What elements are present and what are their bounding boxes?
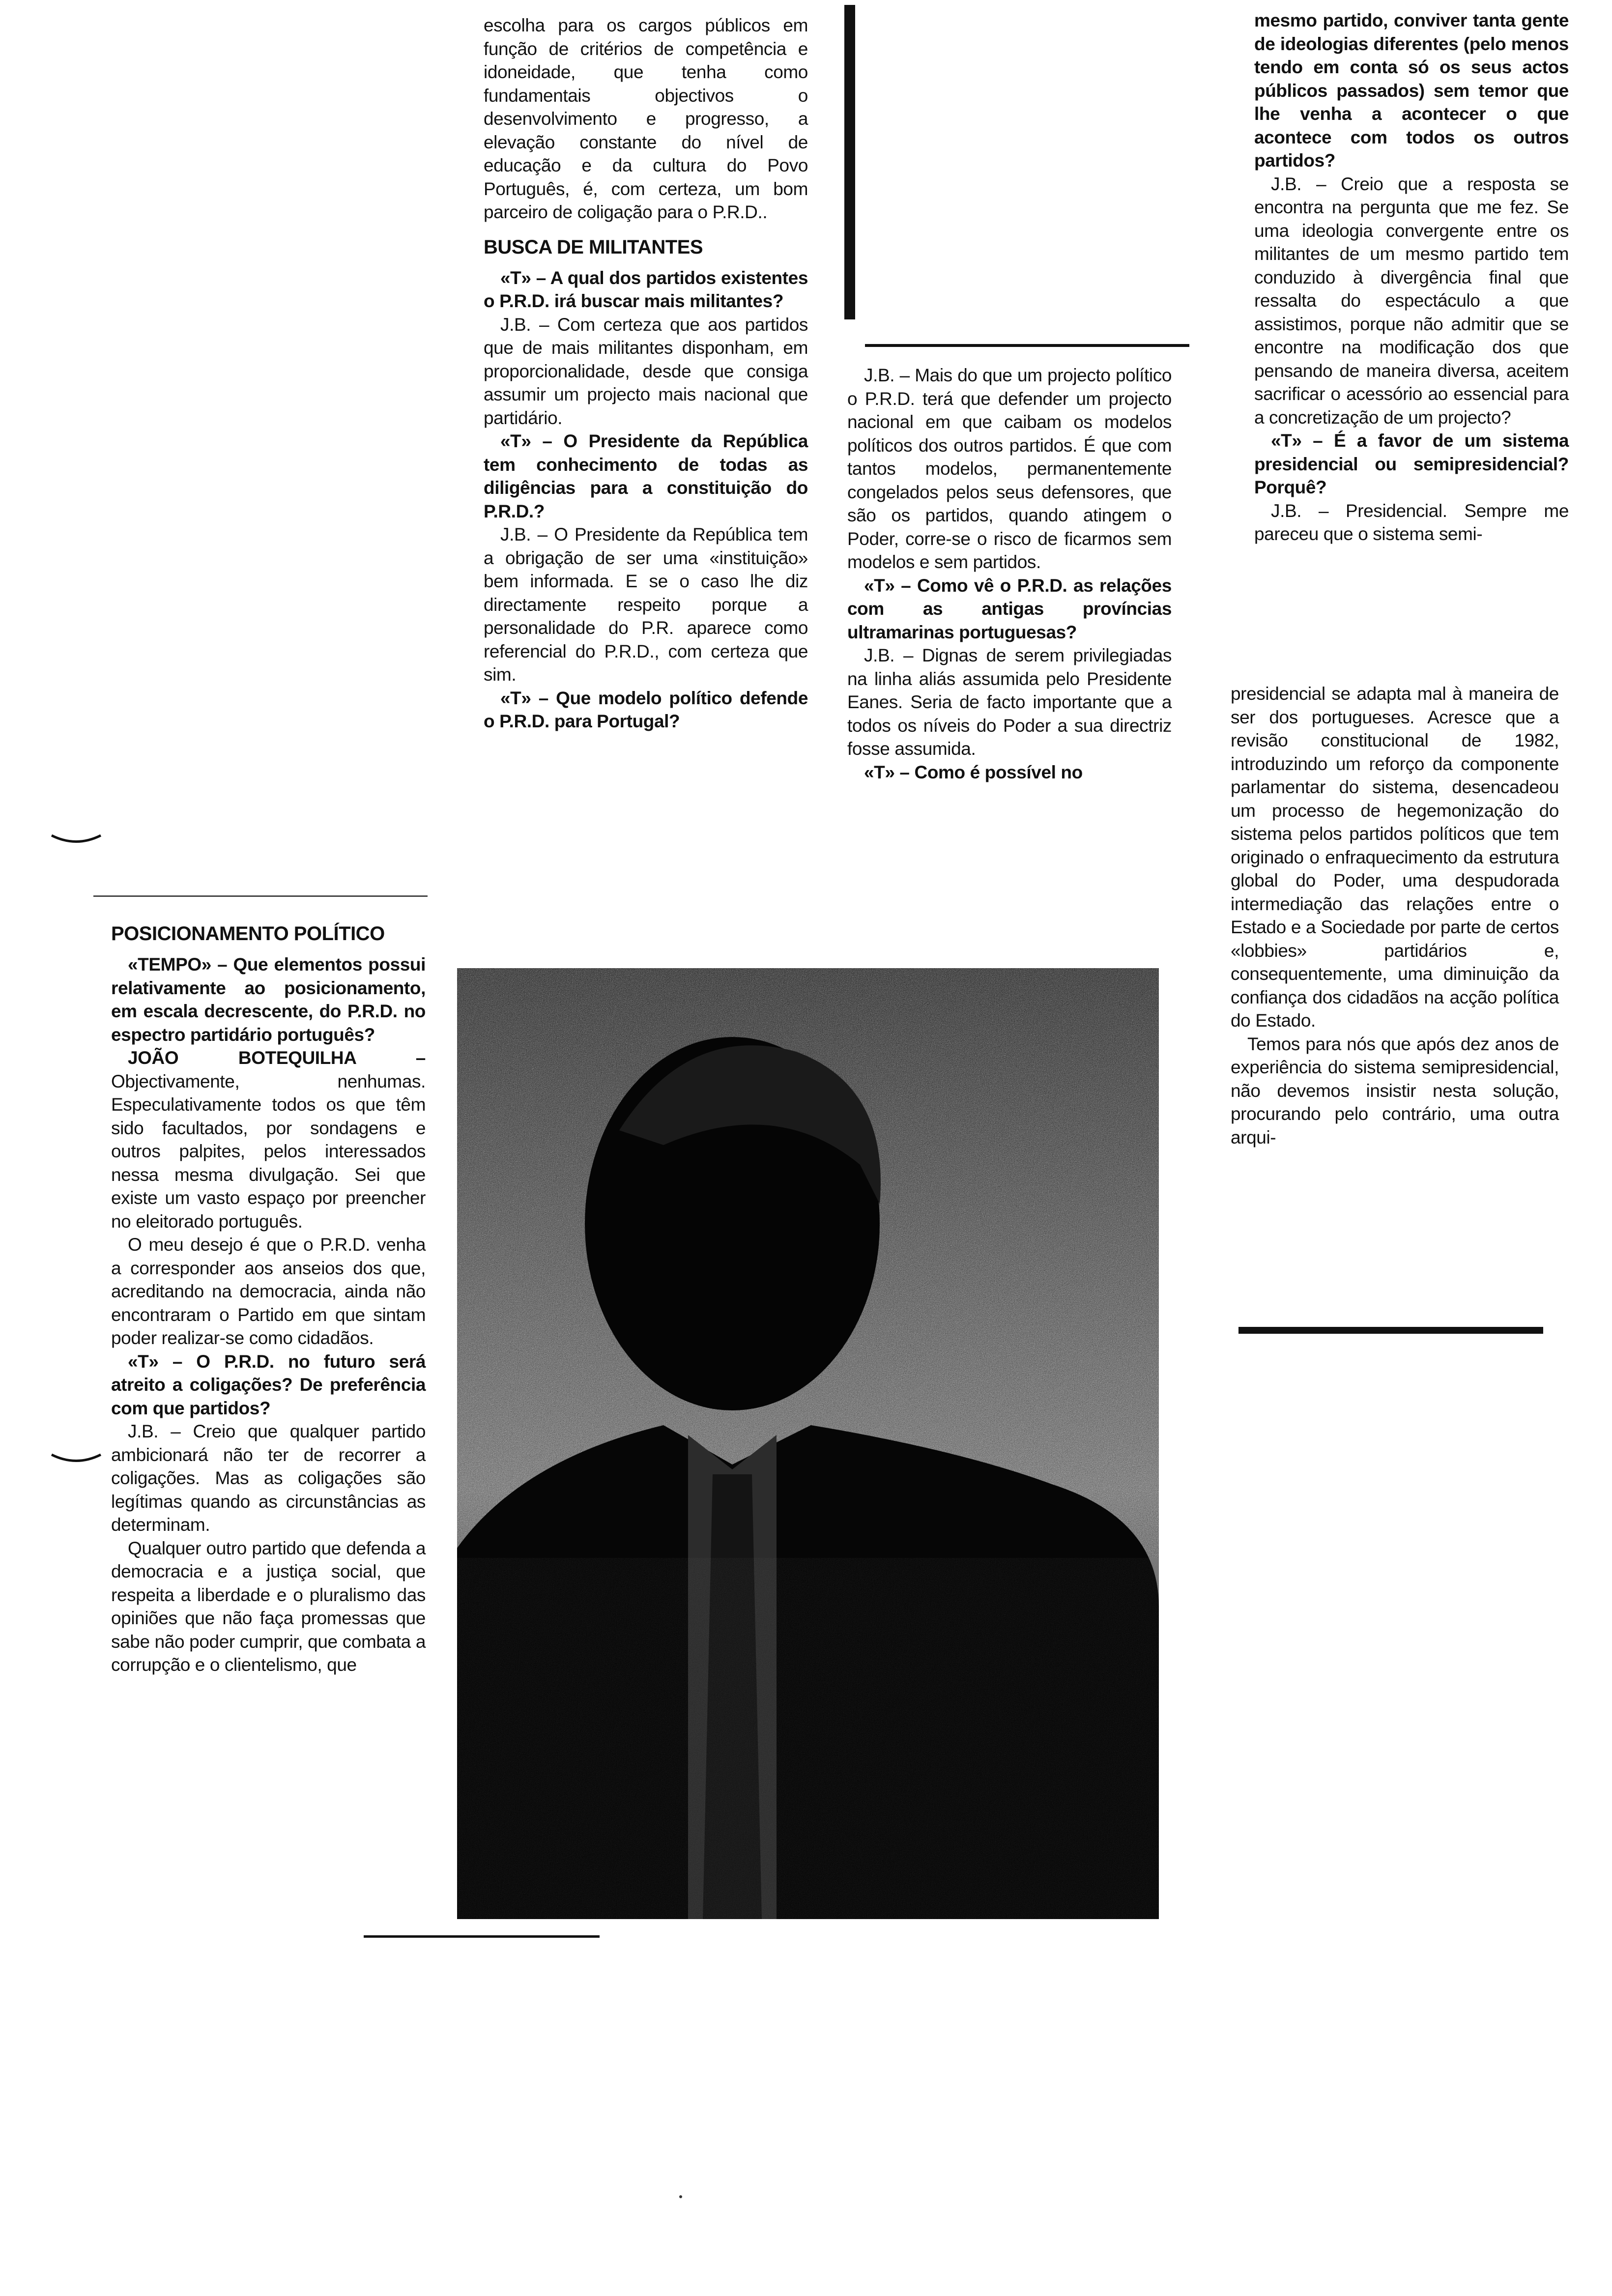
answer-8-continued: presidencial se adapta mal à maneira de ser dos portugueses. Acresce que a revisão constitucional de 1982, introduzindo um reforço da componente parlamentar do sistema, desencadeou um processo de hegemonização do sistema pelos partidos políticos que tem originado o enfraquecimento da estrutura global do Poder, uma despudorada intermediação das relações entre o Estado e a Sociedade por parte de certos «lobbies» partidários e, consequentemente, uma diminuição da confiança dos cidadãos na acção política do Estado.	[1231, 684, 1559, 1031]
question-8: «T» – É a favor de um sistema presidencial ou semipresidencial? Porquê?	[1254, 430, 1569, 497]
question-6: «T» – Como vê o P.R.D. as relações com as antigas províncias ultramarinas portuguesas?	[847, 575, 1172, 642]
question-5: «T» – Que modelo político defende o P.R.D. para Portugal?	[484, 688, 808, 731]
scan-mark-icon	[49, 1450, 103, 1469]
article-column-2	[484, 14, 808, 733]
answer-3: J.B. – Com certeza que aos partidos que de mais militantes disponham, em proporcionalidade, desde que consiga assumir um projecto mais nacional que partidário.	[484, 314, 808, 428]
article-column-4	[1254, 9, 1569, 546]
section-heading-busca: BUSCA DE MILITANTES	[484, 236, 703, 258]
answer-2: J.B. – Creio que qualquer partido ambicionará não ter de recorrer a coligações. Mas as coligações são legítimas quando as circunstâncias as determinam.	[111, 1421, 426, 1535]
scan-dot-icon	[676, 2192, 686, 2202]
question-1: «TEMPO» – Que elementos possui relativamente ao posicionamento, em escala decrescente, do P.R.D. no espectro partidário português?	[111, 954, 426, 1045]
answer-8: J.B. – Presidencial. Sempre me pareceu que o sistema semi-	[1254, 500, 1569, 544]
answer-1	[111, 1046, 426, 1233]
answer-1-text: Objectivamente, nenhumas. Especulativamente todos os que têm sido facultados, por sondagens e outros palpites, pelos interessados nessa mesma divulgação. Sei que existe um vasto espaço por preencher no eleitorado português.	[111, 1071, 426, 1232]
bottom-rule	[1238, 1327, 1543, 1334]
answer-2-paragraph-2: Qualquer outro partido que defenda a democracia e a justiça social, que respeita a liberdade e o pluralismo das opiniões que não faça promessas que sabe não poder cumprir, que combata a corrupção e o clientelismo, que	[111, 1538, 426, 1675]
column-rule	[93, 895, 428, 897]
answer-4: J.B. – O Presidente da República tem a obrigação de ser uma «instituição» bem informada. E se o caso lhe diz directamente respeito porque a personalidade do P.R. aparece como referencial do P.R.D., com certeza que sim.	[484, 524, 808, 685]
portrait-photo	[457, 968, 1159, 1919]
question-3: «T» – A qual dos partidos existentes o P.R.D. irá buscar mais militantes?	[484, 267, 808, 311]
answer-1-paragraph-2: O meu desejo é que o P.R.D. venha a corresponder aos anseios dos que, acreditando na democracia, ainda não encontraram o Partido em que sintam poder realizar-se como cidadãos.	[111, 1234, 426, 1348]
question-7-continued: mesmo partido, conviver tanta gente de ideologias diferentes (pelo menos tendo em conta só os seus actos públicos passados) sem temor que lhe venha a acontecer o que acontece com todos os outros partidos?	[1254, 10, 1569, 171]
column-rule	[865, 344, 1189, 347]
question-2: «T» – O P.R.D. no futuro será atreito a coligações? De preferência com que partidos?	[111, 1351, 426, 1418]
question-7: «T» – Como é possível no	[864, 762, 1083, 782]
column-rule	[844, 5, 855, 319]
portrait-photo-icon	[457, 968, 1159, 1919]
scan-mark-icon	[49, 831, 103, 850]
answer-5: J.B. – Mais do que um projecto político o P.R.D. terá que defender um projecto nacional em que caibam os modelos políticos dos outros partidos. É que com tantos modelos, permanentemente congelados pelos seus defensores, que são os partidos, quando atingem o Poder, corre-se o risco de ficarmos sem modelos e sem partidos.	[847, 365, 1172, 572]
speaker-name: JOÃO BOTEQUILHA –	[128, 1048, 426, 1068]
article-column-3	[847, 364, 1172, 784]
section-heading-posicionamento: POSICIONAMENTO POLÍTICO	[111, 923, 385, 945]
answer-8-paragraph-2: Temos para nós que após dez anos de experiência do sistema semipresidencial, não devemos insistir nesta solução, procurando pelo contrário, uma outra arqui-	[1231, 1033, 1559, 1148]
answer-7: J.B. – Creio que a resposta se encontra na pergunta que me fez. Se uma ideologia convergente entre os militantes de um mesmo partido tem conduzido à divergência final que ressalta do espectáculo a que assistimos, porque não admitir que se encontre na modificação dos que pensando de maneira diversa, aceitem sacrificar o acessório ao essencial para a concretização de um projecto?	[1254, 173, 1569, 428]
article-column-1	[111, 921, 426, 1677]
article-column-4-lower	[1231, 682, 1559, 1149]
bottom-rule	[364, 1935, 600, 1938]
answer-6: J.B. – Dignas de serem privilegiadas na linha aliás assumida pelo Presidente Eanes. Seria de facto importante que a todos os níveis do Poder a sua directriz fosse assumida.	[847, 645, 1172, 759]
question-4: «T» – O Presidente da República tem conhecimento de todas as diligências para a constituição do P.R.D.?	[484, 431, 808, 521]
continued-text: escolha para os cargos públicos em função de critérios de competência e idoneidade, que tenha como fundamentais objectivos o desenvolvimento e progresso, a elevação constante do nível de educação e da cultura do Povo Português, é, com certeza, um bom parceiro de coligação para o P.R.D..	[484, 15, 808, 222]
